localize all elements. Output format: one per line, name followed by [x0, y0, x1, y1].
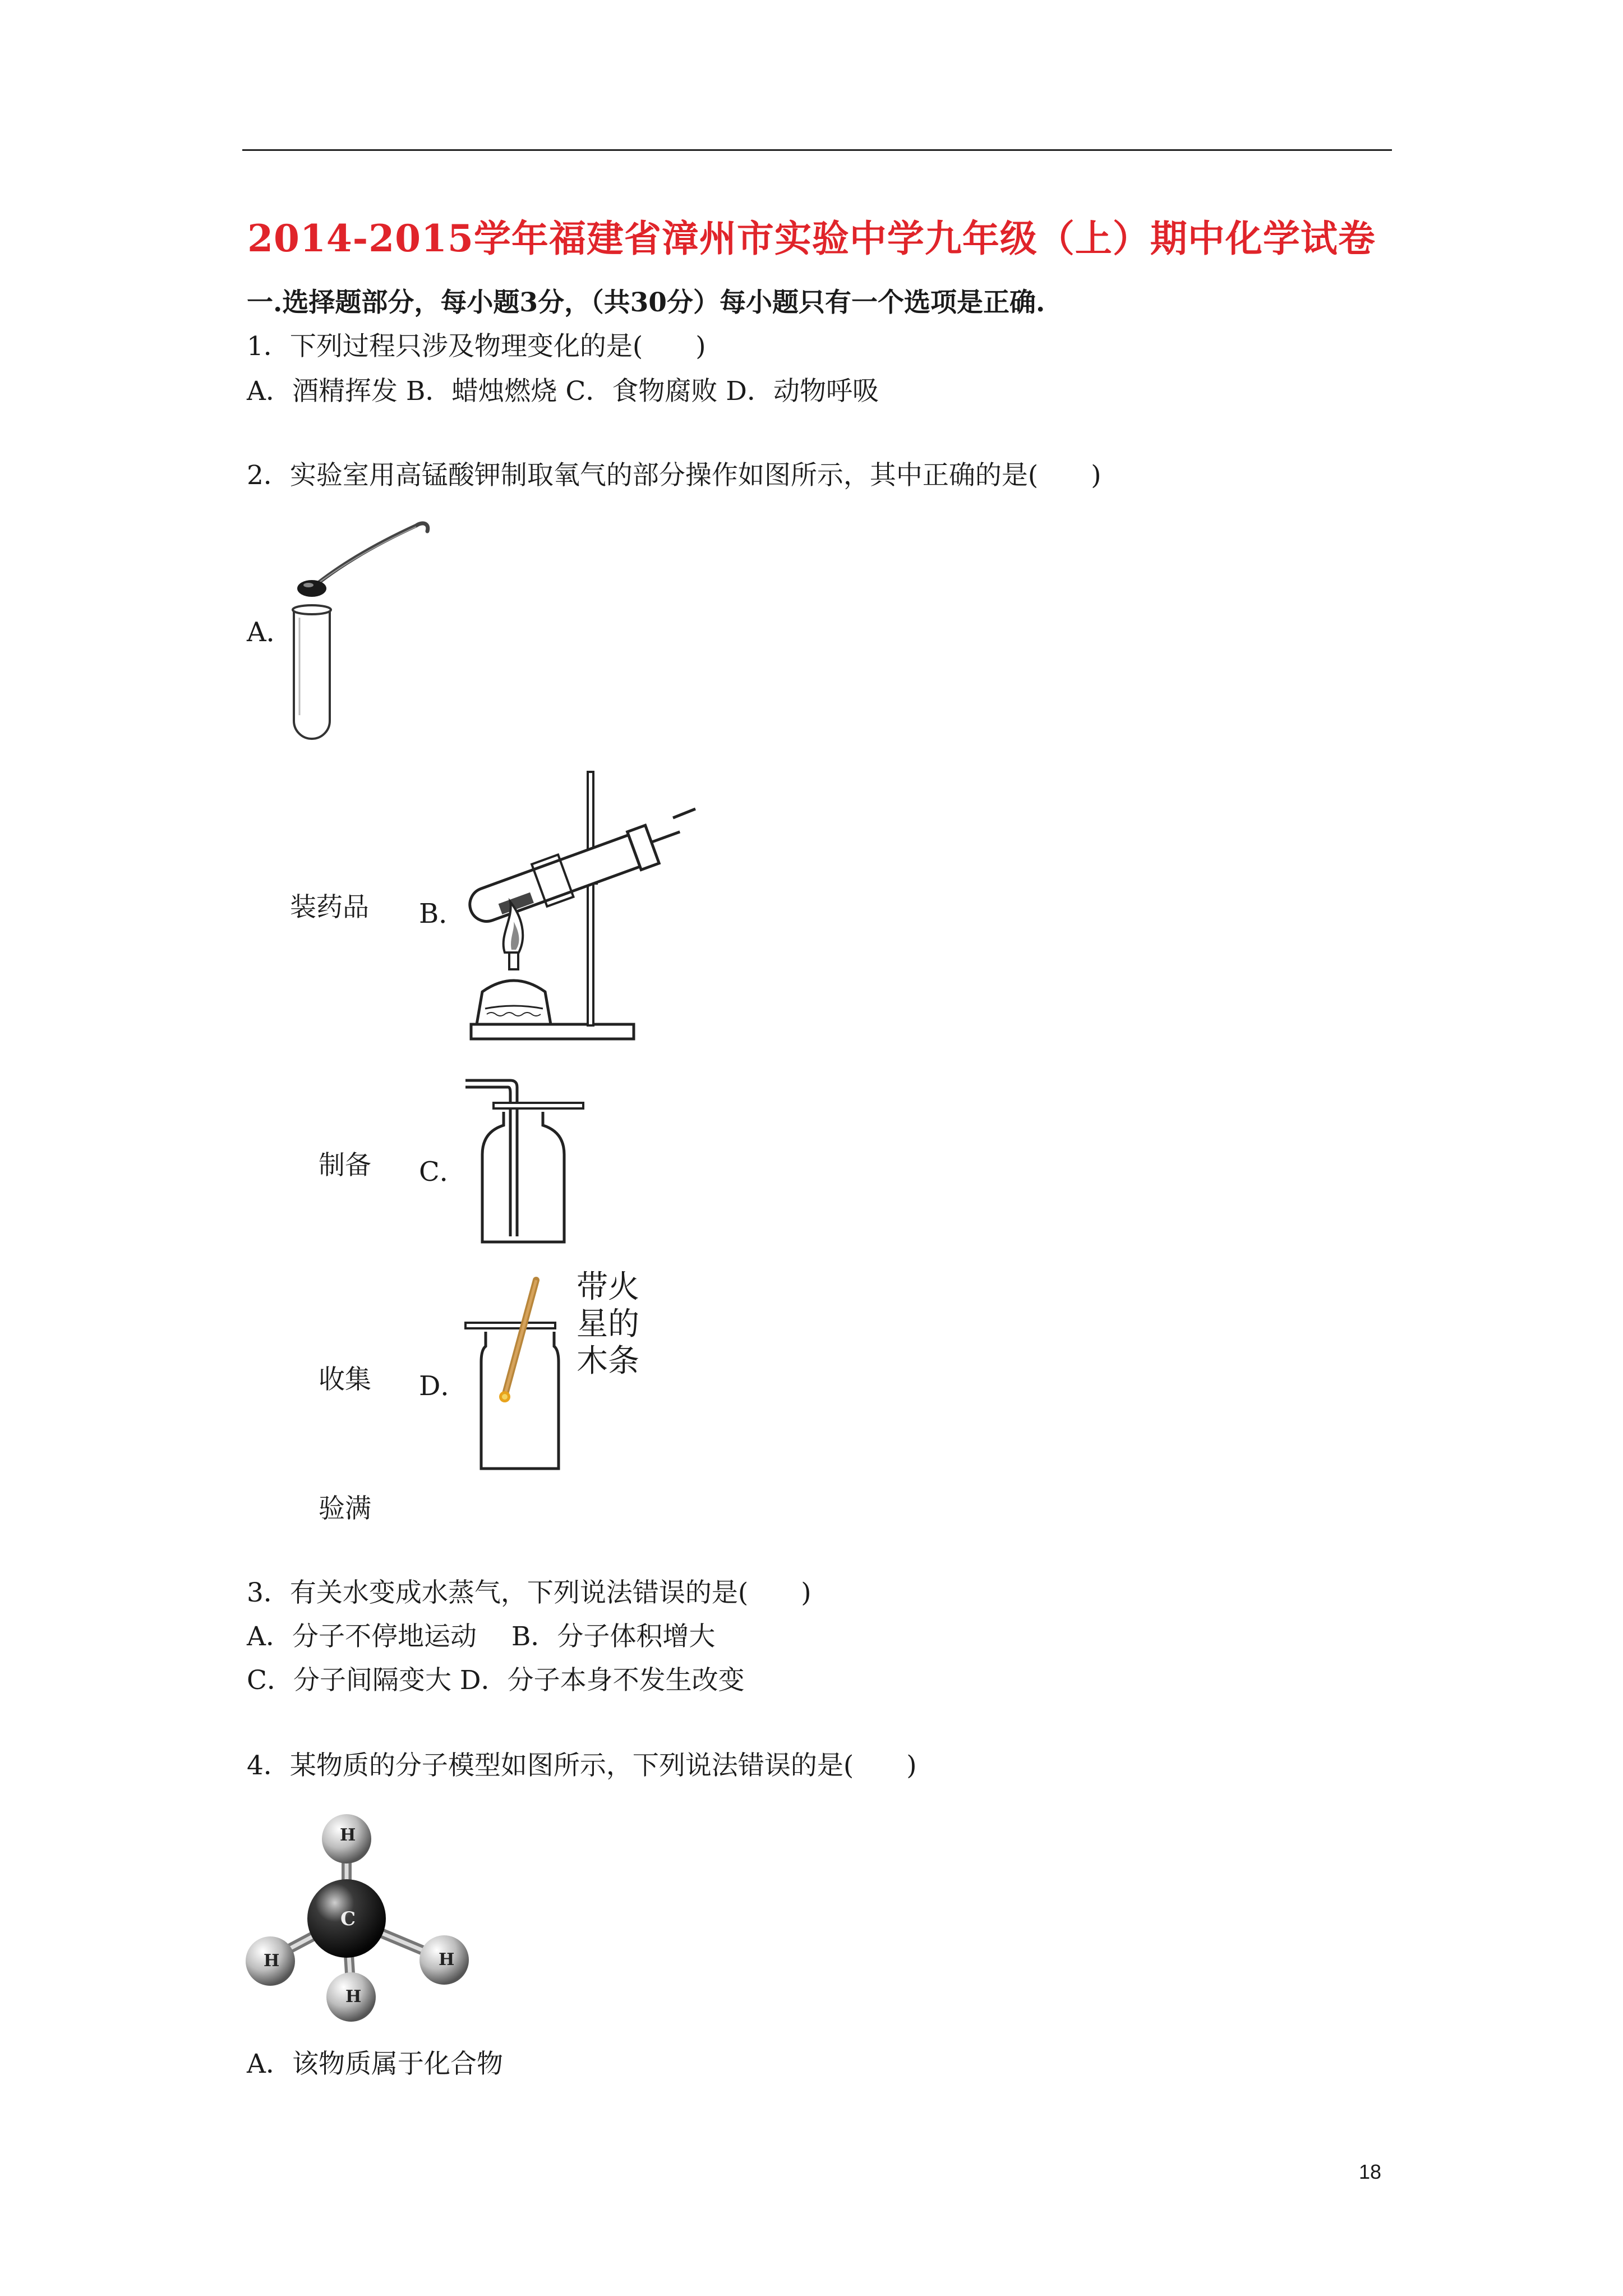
splint-label-line-3: 木条 — [577, 1343, 639, 1379]
q3-options-line-2: C．分子间隔变大 D．分子本身不发生改变 — [247, 1665, 745, 1696]
q2-option-c-label: C． — [419, 1156, 467, 1188]
atom-label-top: H — [340, 1825, 356, 1845]
q2-caption-c: 收集 — [319, 1364, 371, 1395]
q2-option-a-label: A． — [247, 616, 293, 648]
q1-options: A．酒精挥发 B．蜡烛燃烧 C．食物腐败 D．动物呼吸 — [247, 376, 879, 407]
q2-option-d-label: D． — [419, 1370, 468, 1402]
atom-label-center: C — [340, 1908, 356, 1930]
q2-caption-d: 验满 — [319, 1493, 371, 1524]
q2-option-b-label: B． — [419, 898, 466, 930]
heating-apparatus-figure — [460, 767, 707, 1048]
q4-option-a: A．该物质属于化合物 — [247, 2049, 503, 2079]
page-number: 18 — [1359, 2160, 1382, 2183]
section-heading: 一.选择题部分，每小题3分，（共30分）每小题只有一个选项是正确. — [247, 287, 1045, 318]
gas-collection-figure — [460, 1070, 594, 1250]
glowing-splint-figure — [460, 1272, 594, 1485]
spoon-test-tube-figure — [292, 513, 437, 738]
q1-stem: 1．下列过程只涉及物理变化的是( ) — [247, 331, 706, 362]
splint-label-line-1: 带火 — [577, 1269, 639, 1305]
splint-label-line-2: 星的 — [577, 1306, 639, 1342]
atom-label-left: H — [264, 1951, 280, 1971]
q4-stem: 4．某物质的分子模型如图所示，下列说法错误的是( ) — [247, 1750, 917, 1781]
atom-label-bottom: H — [345, 1987, 362, 2007]
q2-caption-b: 制备 — [319, 1150, 371, 1181]
exam-title: 2014-2015学年福建省漳州市实验中学九年级（上）期中化学试卷 — [247, 217, 1376, 260]
header-rule — [242, 149, 1392, 151]
q2-stem: 2．实验室用高锰酸钾制取氧气的部分操作如图所示，其中正确的是( ) — [247, 460, 1101, 491]
q2-caption-a: 装药品 — [290, 892, 369, 923]
q3-options-line-1: A．分子不停地运动 B．分子体积增大 — [247, 1621, 716, 1652]
q3-stem: 3．有关水变成水蒸气，下列说法错误的是( ) — [247, 1577, 811, 1608]
atom-label-right: H — [439, 1950, 455, 1970]
